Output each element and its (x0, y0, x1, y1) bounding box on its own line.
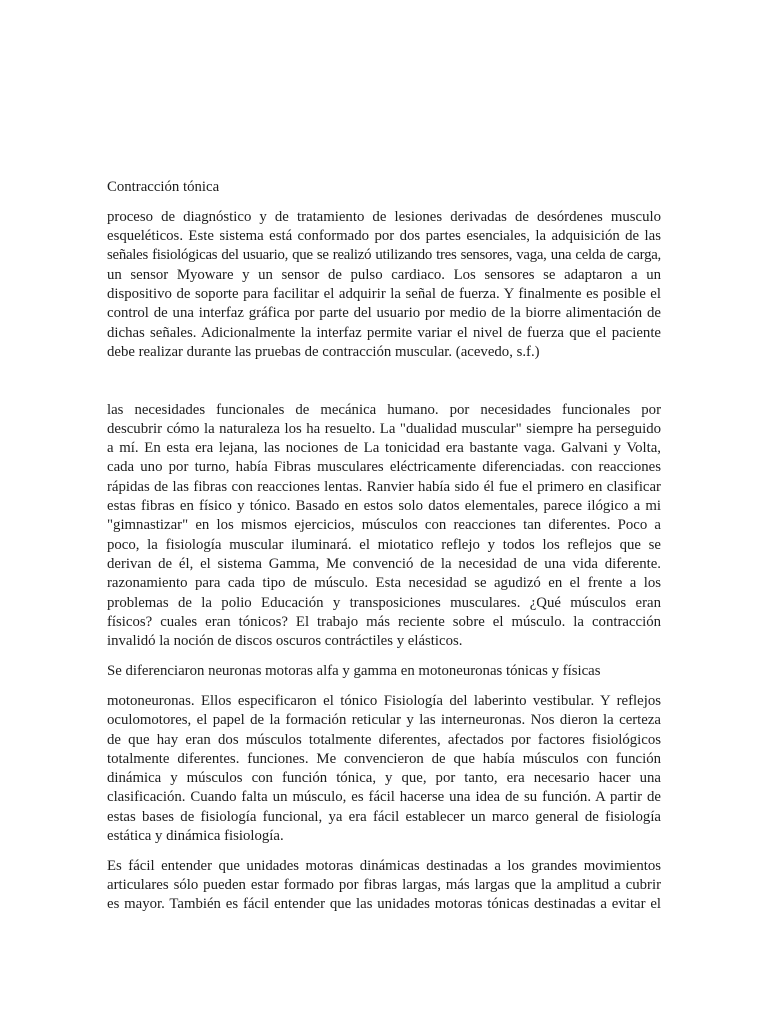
text-line: dispositivo de soporte para facilitar el adquirir la señal de fuerza. Y finalmente es posible el (107, 286, 661, 303)
text-line: descubrir cómo la naturaleza los ha resuelto. La "dualidad muscular" siempre ha perseguido (107, 420, 661, 437)
text-line: proceso de diagnóstico y de tratamiento de lesiones derivadas de desórdenes musculo (107, 208, 661, 225)
text-line: estática y dinámica fisiología. (107, 827, 284, 844)
body-paragraph (107, 662, 661, 681)
text-line: Es fácil entender que unidades motoras dinámicas destinadas a los grandes movimientos (107, 857, 661, 874)
text-line: motoneuronas. Ellos especificaron el tónico Fisiología del laberinto vestibular. Y reflejos (107, 692, 661, 709)
body-paragraph (107, 692, 661, 846)
document-body (107, 178, 661, 925)
text-line: un sensor Myoware y un sensor de pulso cardiaco. Los sensores se adaptaron a un (107, 266, 661, 283)
text-line: "gimnastizar" en los mismos ejercicios, músculos con reacciones tan diferentes. Poco a (107, 517, 661, 534)
text-line: estas fibras en físico y tónico. Basado en estos solo datos elementales, parece ilógico a mi (107, 498, 661, 515)
text-line: a mí. En esta era lejana, las nociones de La tonicidad era bastante vaga. Galvani y Volta, (107, 440, 661, 457)
text-line: dinámica y músculos con función tónica, y que, por tanto, era necesario hacer una (107, 770, 661, 787)
text-line: estas bases de fisiología funcional, ya era fácil establecer un marco general de fisiología (107, 808, 661, 825)
text-line: físicos? cuales eran tónicos? El trabajo más reciente sobre el músculo. la contracción (107, 613, 661, 630)
text-line: totalmente diferentes. funciones. Me convencieron de que había músculos con función (107, 750, 661, 767)
text-line: Se diferenciaron neuronas motoras alfa y gamma en motoneuronas tónicas y físicas (107, 663, 601, 680)
document-heading: Contracción tónica (107, 179, 220, 195)
text-line: las necesidades funcionales de mecánica humano. por necesidades funcionales por (107, 401, 661, 418)
text-line: señales fisiológicas del usuario, que se realizó utilizando tres sensores, vaga, una celda de carga, (107, 247, 661, 264)
text-line: articulares sólo pueden estar formado por fibras largas, más largas que la amplitud a cubrir (107, 877, 661, 894)
text-line: esqueléticos. Este sistema está conformado por dos partes esenciales, la adquisición de las (107, 228, 661, 245)
text-line: derivan de él, el sistema Gamma, Me convenció de la necesidad de una vida diferente. (107, 555, 661, 572)
body-paragraph (107, 857, 661, 915)
text-line: cada uno por turno, había Fibras musculares eléctricamente diferenciadas. con reacciones (107, 459, 661, 476)
text-line: clasificación. Cuando falta un músculo, es fácil hacerse una idea de su función. A partir de (107, 789, 661, 806)
text-line: problemas de la polio Educación y transposiciones musculares. ¿Qué músculos eran (107, 594, 661, 611)
text-line: razonamiento para cada tipo de músculo. Esta necesidad se agudizó en el frente a los (107, 575, 661, 592)
body-paragraph (107, 208, 661, 362)
text-line: es mayor. También es fácil entender que las unidades motoras tónicas destinadas a evitar el (107, 896, 661, 913)
text-line: oculomotores, el papel de la formación reticular y las interneuronas. Nos dieron la certeza (107, 712, 661, 729)
text-line: rápidas de las fibras con reacciones lentas. Ranvier había sido él fue el primero en clasificar (107, 478, 661, 495)
body-paragraph (107, 401, 661, 652)
text-line: debe realizar durante las pruebas de contracción muscular. (acevedo, s.f.) (107, 343, 540, 360)
text-line: control de una interfaz gráfica por parte del usuario por medio de la biorre alimentación de (107, 305, 661, 322)
text-line: invalidó la noción de discos oscuros contráctiles y elásticos. (107, 633, 463, 650)
text-line: poco, la fisiología muscular iluminará. el miotatico reflejo y todos los reflejos que se (107, 536, 661, 553)
text-line: dichas señales. Adicionalmente la interfaz permite variar el nivel de fuerza que el paciente (107, 324, 661, 341)
text-line: de que hay eran dos músculos totalmente diferentes, afectados por factores fisiológicos (107, 731, 661, 748)
